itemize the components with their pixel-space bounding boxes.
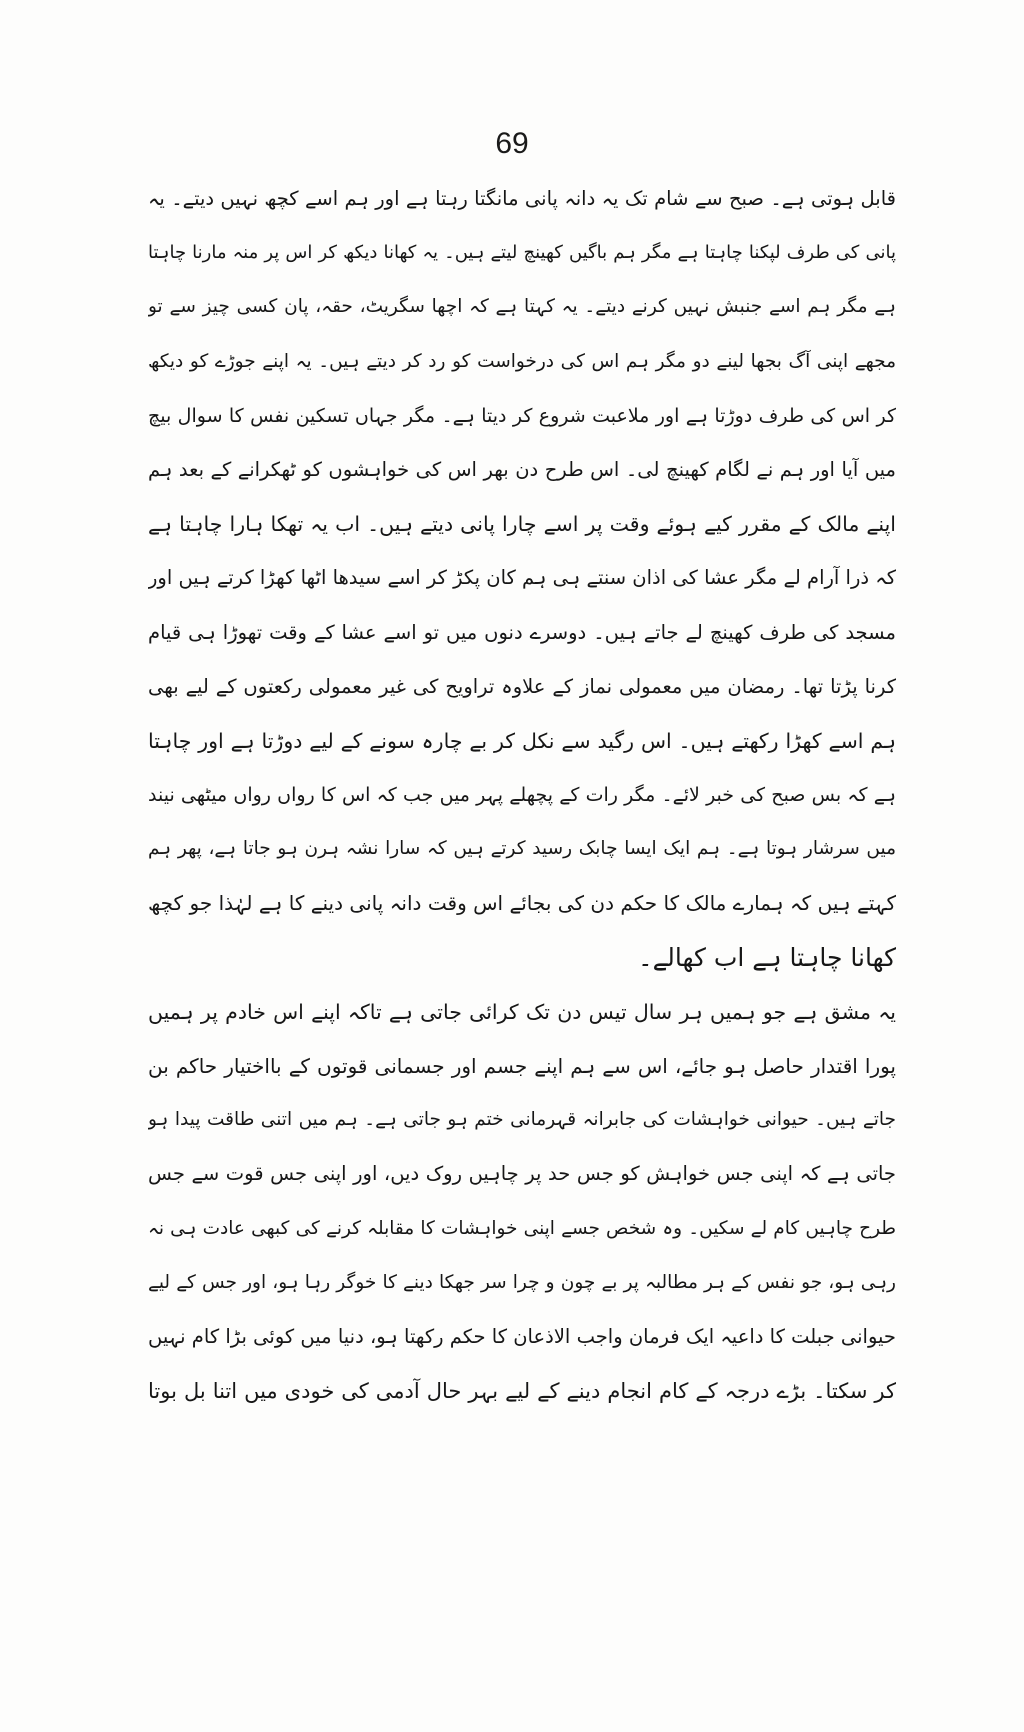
urdu-text-block (148, 172, 896, 1418)
text-line: جاتی ہے کہ اپنی جس خواہش کو جس حد پر چاہیں روک دیں، اور اپنی جس قوت سے جس (148, 1162, 896, 1186)
text-line: میں آیا اور ہم نے لگام کھینچ لی۔ اس طرح دن بھر اس کی خواہشوں کو ٹھکرانے کے بعد ہم (148, 457, 896, 481)
text-line: کر سکتا۔ بڑے درجہ کے کام انجام دینے کے لیے بہر حال آدمی کی خودی میں اتنا بل بوتا (148, 1379, 896, 1404)
text-line: میں سرشار ہوتا ہے۔ ہم ایک ایسا چابک رسید کرتے ہیں کہ سارا نشہ ہرن ہو جاتا ہے، پھر ہم (148, 838, 896, 860)
text-line: اپنے مالک کے مقرر کیے ہوئے وقت پر اسے چارا پانی دیتے ہیں۔ اب یہ تھکا ہارا چاہتا ہے (148, 512, 896, 537)
text-line: پورا اقتدار حاصل ہو جائے، اس سے ہم اپنے جسم اور جسمانی قوتوں کے بااختیار حاکم بن (148, 1054, 896, 1078)
page-number: 69 (495, 127, 529, 160)
text-line: حیوانی جبلت کا داعیہ ایک فرمان واجب الاذعان کا حکم رکھتا ہو، دنیا میں کوئی بڑا کام نہیں (148, 1324, 896, 1348)
text-line: پانی کی طرف لپکنا چاہتا ہے مگر ہم باگیں کھینچ لیتے ہیں۔ یہ کھانا دیکھ کر اس پر منہ مارنا چاہتا (148, 242, 896, 264)
text-line: جاتے ہیں۔ حیوانی خواہشات کی جابرانہ قہرمانی ختم ہو جاتی ہے۔ ہم میں اتنی طاقت پیدا ہو (148, 1109, 896, 1131)
text-line: کرنا پڑتا تھا۔ رمضان میں معمولی نماز کے علاوہ تراویح کی غیر معمولی رکعتوں کے لیے بھی (148, 674, 896, 698)
paragraph-end-line: کھانا چاہتا ہے اب کھالے۔ (637, 942, 896, 972)
text-line: کہتے ہیں کہ ہمارے مالک کا حکم دن کی بجائے اس وقت دانہ پانی دینے کا ہے لہٰذا جو کچھ (148, 891, 896, 916)
text-line: کر اس کی طرف دوڑتا ہے اور ملاعبت شروع کر دیتا ہے۔ مگر جہاں تسکین نفس کا سوال بیچ (148, 404, 896, 427)
text-line: کہ ذرا آرام لے مگر عشا کی اذان سنتے ہی ہم کان پکڑ کر اسے سیدھا اٹھا کھڑا کرتے ہیں اور (148, 566, 896, 590)
text-line: طرح چاہیں کام لے سکیں۔ وہ شخص جسے اپنی خواہشات کا مقابلہ کرنے کی کبھی عادت ہی نہ (148, 1217, 896, 1239)
text-line: قابل ہوتی ہے۔ صبح سے شام تک یہ دانہ پانی مانگتا رہتا ہے اور ہم اسے کچھ نہیں دیتے۔ یہ (148, 187, 896, 210)
text-line: ہے کہ بس صبح کی خبر لائے۔ مگر رات کے پچھلے پہر میں جب کہ اس کا رواں رواں میٹھی نیند (148, 784, 896, 807)
text-line: ہے مگر ہم اسے جنبش نہیں کرنے دیتے۔ یہ کہتا ہے کہ اچھا سگریٹ، حقہ، پان کسی چیز سے تو (148, 296, 896, 318)
text-line: مسجد کی طرف کھینچ لے جاتے ہیں۔ دوسرے دنوں میں تو اسے عشا کے وقت تھوڑا ہی قیام (148, 620, 896, 644)
text-line: یہ مشق ہے جو ہمیں ہر سال تیس دن تک کرائی جاتی ہے تاکہ اپنے اس خادم پر ہمیں (148, 999, 896, 1024)
text-line: رہی ہو، جو نفس کے ہر مطالبہ پر بے چون و چرا سر جھکا دینے کا خوگر رہا ہو، اور جس کے لیے (148, 1271, 896, 1293)
text-line: ہم اسے کھڑا رکھتے ہیں۔ اس رگید سے نکل کر بے چارہ سونے کے لیے دوڑتا ہے اور چاہتا (148, 728, 896, 753)
text-line: مجھے اپنی آگ بجھا لینے دو مگر ہم اس کی درخواست کو رد کر دیتے ہیں۔ یہ اپنے جوڑے کو دیکھ (148, 350, 896, 372)
